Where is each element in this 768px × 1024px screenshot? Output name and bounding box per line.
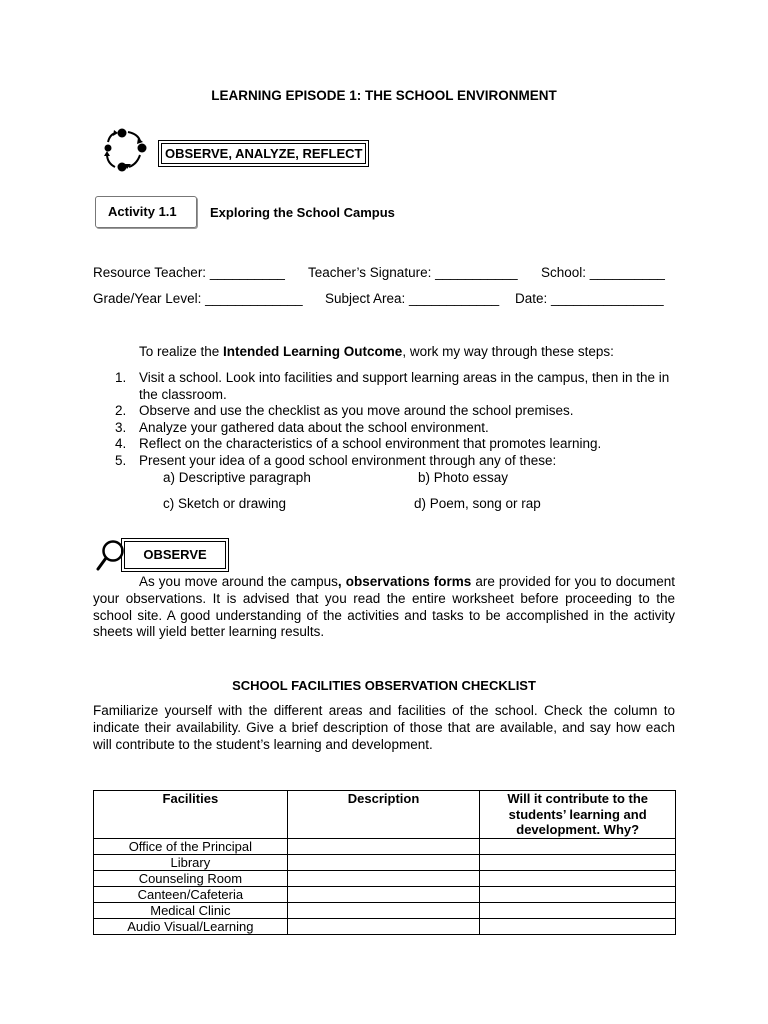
contribution-cell[interactable] [480,854,676,870]
step-number: 1. [115,370,127,385]
intro-bold: Intended Learning Outcome [223,344,403,359]
contribution-cell[interactable] [480,870,676,886]
table-row [94,838,676,854]
contribution-cell[interactable] [480,886,676,902]
description-cell[interactable] [287,854,480,870]
intro-text [139,344,614,359]
step-item [93,370,675,403]
facility-cell: Counseling Room [94,870,288,886]
checklist-title: SCHOOL FACILITIES OBSERVATION CHECKLIST [232,678,536,693]
table-row [94,870,676,886]
header-contribution: Will it contribute to the students’ learning and development. Why? [480,791,676,839]
activity-title: Exploring the School Campus [210,205,395,220]
table-header-row [94,791,676,839]
oar-banner [158,140,369,167]
page-title: LEARNING EPISODE 1: THE SCHOOL ENVIRONMENT [211,88,557,103]
option-c: c) Sketch or drawing [163,496,287,511]
step-item [93,453,675,470]
step-number: 2. [115,403,127,418]
step-text: Analyze your gathered data about the school environment. [139,419,489,435]
table-row [94,902,676,918]
facility-cell: Office of the Principal [94,838,288,854]
observe-label: OBSERVE [124,541,226,569]
facility-cell: Canteen/Cafeteria [94,886,288,902]
subject-area-field: Subject Area: ____________ [325,291,500,306]
step-text: Observe and use the checklist as you move around the school premises. [139,403,574,418]
description-cell[interactable] [287,838,480,854]
oar-label: OBSERVE, ANALYZE, REFLECT [161,143,366,164]
step-item [93,420,675,437]
contribution-cell[interactable] [480,918,676,934]
step-number: 4. [115,436,127,451]
resource-teacher-field: Resource Teacher: __________ [93,265,285,280]
description-cell[interactable] [287,918,480,934]
step-number: 5. [115,452,127,468]
table-row [94,886,676,902]
description-cell[interactable] [287,902,480,918]
observe-para-bold: , observations forms [337,574,472,589]
observe-para-before: As you move around the campus [139,574,338,589]
header-facilities: Facilities [94,791,288,839]
observe-paragraph [93,574,675,641]
step-item [93,403,675,420]
observe-banner [121,538,229,572]
option-b: b) Photo essay [418,470,509,485]
intro-before: To realize the [139,344,224,359]
step-item [93,436,675,453]
facility-cell: Library [94,854,288,870]
intro-after: , work my way through these steps: [402,344,614,359]
description-cell[interactable] [287,886,480,902]
observe-para-after: are provided for you to document your observations. It is advised that you read the entire worksheet before proceeding to the school site. A good understanding of the activities and tasks to be accomplished in the activity sheets will yield better learning results. [93,574,675,640]
facility-cell: Audio Visual/Learning [94,918,288,934]
step-number: 3. [115,419,127,435]
cycle-arrows-icon [100,126,150,174]
option-a: a) Descriptive paragraph [163,470,311,485]
activity-badge [95,196,197,228]
step-text: Reflect on the characteristics of a school environment that promotes learning. [139,436,602,451]
step-text: Visit a school. Look into facilities and support learning areas in the campus, then in the in the classroom. [139,370,670,402]
date-field: Date: _______________ [515,291,664,306]
steps-list [93,370,675,469]
contribution-cell[interactable] [480,838,676,854]
contribution-cell[interactable] [480,902,676,918]
school-field: School: __________ [541,265,665,280]
activity-label: Activity 1.1 [108,204,177,219]
table-row [94,854,676,870]
header-description: Description [287,791,480,839]
description-cell[interactable] [287,870,480,886]
facilities-table [93,790,676,935]
table-row [94,918,676,934]
checklist-description: Familiarize yourself with the different areas and facilities of the school. Check the column to indicate their availability. Give a brief description of those that are available, and say how each will contribute to the student’s learning and development. [93,703,675,752]
teacher-signature-field: Teacher’s Signature: ___________ [308,265,518,280]
facility-cell: Medical Clinic [94,902,288,918]
grade-level-field: Grade/Year Level: _____________ [93,291,303,306]
option-d: d) Poem, song or rap [414,496,541,511]
step-text: Present your idea of a good school environment through any of these: [139,452,557,468]
